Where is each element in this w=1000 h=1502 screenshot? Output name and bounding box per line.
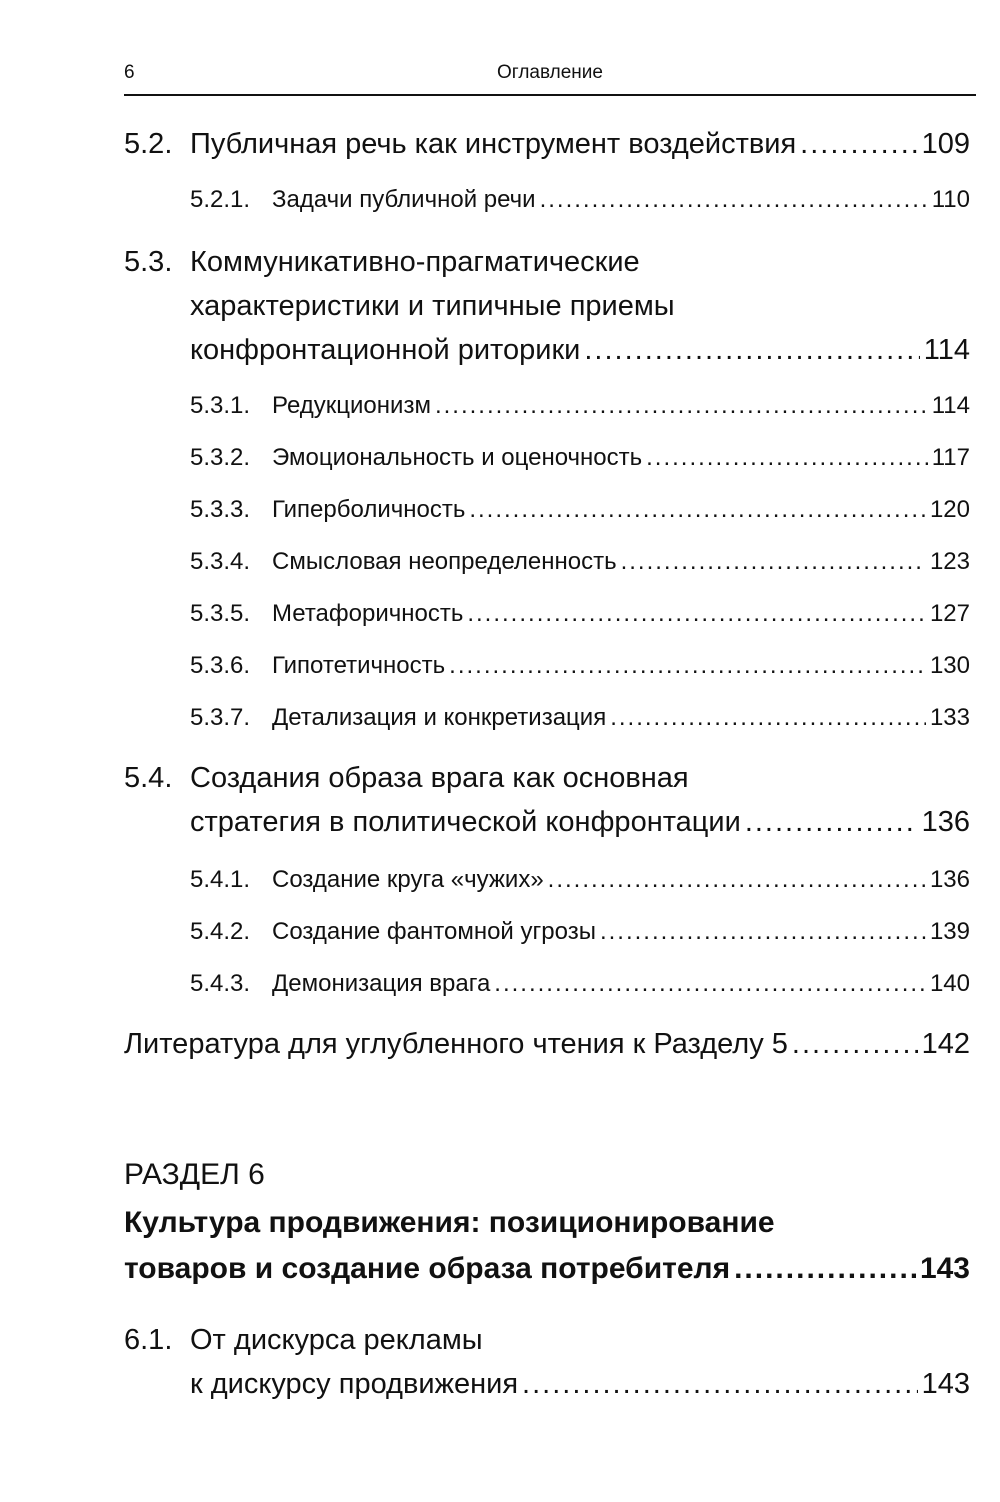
entry-number: 5.4.2. [190,918,251,945]
entry-page: 130 [929,652,970,679]
entry-title: Эмоциональность и оценочность [272,444,643,471]
entry-number: 5.3. [124,246,173,278]
entry-page: 140 [929,970,970,997]
toc-subentry[interactable] [190,496,970,524]
entry-title: Гиперболичность [272,496,466,523]
entry-number: 6.1. [124,1324,173,1356]
leader-dots [435,392,928,420]
leader-dots [792,1028,918,1061]
toc-entry[interactable] [124,128,970,161]
entry-title: Редукционизм [272,392,431,419]
entry-title-line: характеристики и типичные приемы [190,290,675,322]
entry-number: 5.3.5. [190,600,251,627]
toc-subentry[interactable] [190,548,970,576]
entry-title-line: конфронтационной риторики [190,334,581,366]
entry-title: Смысловая неопределенность [272,548,617,575]
entry-number: 5.4. [124,762,173,794]
toc-subentry[interactable] [190,186,970,214]
leader-dots [584,334,919,367]
entry-title: Создание фантомной угрозы [272,918,596,945]
entry-page: 136 [921,806,970,838]
toc-subentry[interactable] [190,600,970,628]
leader-dots [494,970,926,998]
entry-page: 143 [921,1368,970,1400]
entry-title-line: к дискурсу продвижения [190,1368,519,1400]
toc-subentry[interactable] [190,652,970,680]
leader-dots [600,918,926,946]
entry-title: Задачи публичной речи [272,186,536,213]
entry-number: 5.4.1. [190,866,251,893]
page-number: 6 [124,62,135,83]
entry-title-line: Коммуникативно-прагматические [190,246,640,278]
entry-page: 139 [929,918,970,945]
leader-dots [522,1368,918,1401]
entry-page: 110 [931,186,970,213]
section-page: 143 [919,1252,970,1285]
entry-number: 5.3.3. [190,496,251,523]
leader-dots [800,128,917,161]
toc-subentry[interactable] [190,704,970,732]
entry-title: Публичная речь как инструмент воздействия [190,128,797,160]
entry-page: 127 [929,600,970,627]
toc-subentry[interactable] [190,392,970,420]
entry-page: 123 [929,548,970,575]
leader-dots [734,1252,916,1286]
toc-subentry[interactable] [190,918,970,946]
entry-number: 5.3.4. [190,548,251,575]
entry-title-line: стратегия в политической конфронтации [190,806,741,838]
entry-page: 114 [923,334,970,366]
leader-dots [745,806,918,839]
entry-title: Гипотетичность [272,652,446,679]
entry-number: 5.4.3. [190,970,251,997]
leader-dots [610,704,926,732]
entry-page: 117 [931,444,970,471]
entry-number: 5.3.1. [190,392,251,419]
section-label: РАЗДЕЛ 6 [124,1158,265,1191]
header-title: Оглавление [497,62,603,83]
leader-dots [467,600,926,628]
entry-number: 5.2. [124,128,173,160]
section-title-line: Культура продвижения: позиционирование [124,1206,775,1239]
toc-subentry[interactable] [190,866,970,894]
toc-subentry[interactable] [190,970,970,998]
running-header [124,60,976,96]
entry-page: 136 [929,866,970,893]
entry-title-line: От дискурса рекламы [190,1324,483,1356]
entry-number: 5.3.2. [190,444,251,471]
entry-title: Литература для углубленного чтения к Разделу 5 [124,1028,788,1060]
entry-page: 109 [921,128,970,160]
toc-subentry[interactable] [190,444,970,472]
entry-number: 5.2.1. [190,186,251,213]
toc-entry-literature[interactable] [124,1028,970,1061]
entry-title: Метафоричность [272,600,464,627]
leader-dots [469,496,926,524]
entry-page: 133 [929,704,970,731]
leader-dots [621,548,926,576]
entry-title-line: Создания образа врага как основная [190,762,689,794]
section-title-line: товаров и создание образа потребителя [124,1252,731,1285]
entry-title: Демонизация врага [272,970,491,997]
leader-dots [548,866,926,894]
entry-title: Детализация и конкретизация [272,704,607,731]
leader-dots [540,186,928,214]
entry-page: 120 [929,496,970,523]
leader-dots [449,652,926,680]
leader-dots [646,444,928,472]
entry-title: Создание круга «чужих» [272,866,544,893]
entry-page: 114 [931,392,970,419]
entry-number: 5.3.7. [190,704,251,731]
entry-page: 142 [921,1028,970,1060]
entry-number: 5.3.6. [190,652,251,679]
